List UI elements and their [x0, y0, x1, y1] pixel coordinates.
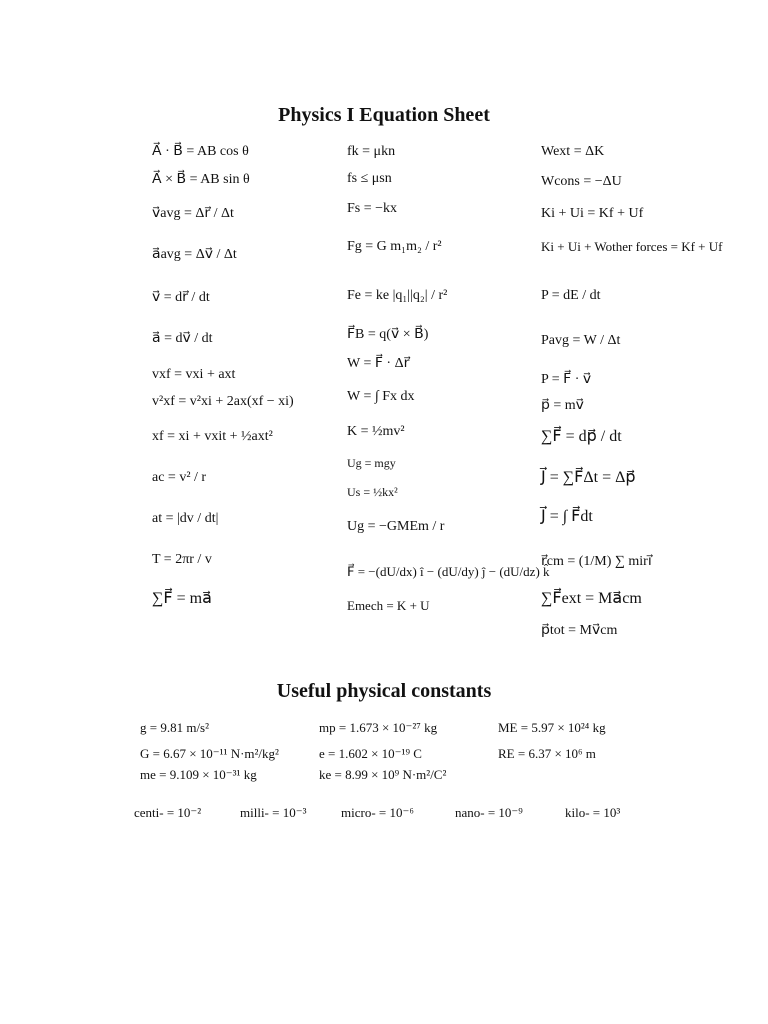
- constant: me = 9.109 × 10⁻³¹ kg: [140, 767, 257, 782]
- equation: T = 2πr / v: [152, 552, 212, 567]
- equation: Fs = −kx: [347, 201, 398, 216]
- equation: v⃗avg = Δr⃗ / Δt: [152, 206, 234, 221]
- equation: ac = v² / r: [152, 470, 207, 485]
- prefix: kilo- = 10³: [565, 805, 621, 820]
- equation: Wcons = −ΔU: [541, 174, 622, 189]
- equation: W = ∫ Fx dx: [347, 389, 415, 404]
- equation: ∑F⃗ext = Ma⃗cm: [541, 590, 642, 607]
- equation: F⃗B = q(v⃗ × B⃗): [347, 327, 429, 342]
- prefix: centi- = 10⁻²: [134, 805, 202, 820]
- constants-title: Useful physical constants: [276, 680, 492, 702]
- equation: K = ½mv²: [347, 424, 405, 439]
- equation: Ki + Ui + Wother forces = Kf + Uf: [541, 239, 723, 254]
- equation: at = |dv / dt|: [152, 511, 219, 526]
- equation: W = F⃗ · Δr⃗: [347, 356, 410, 371]
- constant: g = 9.81 m/s²: [140, 720, 210, 735]
- equation: r⃗cm = (1/M) ∑ miri⃗: [541, 554, 652, 569]
- equation: v²xf = v²xi + 2ax(xf − xi): [152, 394, 294, 409]
- equation: a⃗ = dv⃗ / dt: [152, 331, 213, 346]
- equation: fk = μkn: [347, 144, 396, 159]
- equation: p⃗ = mv⃗: [541, 398, 584, 413]
- equation: Fe = ke |q₁||q₂| / r²: [347, 288, 448, 303]
- equation: xf = xi + vxit + ½axt²: [152, 429, 273, 444]
- equation: J⃗ = ∫ F⃗dt: [541, 508, 593, 525]
- page-title: Physics I Equation Sheet: [278, 104, 490, 126]
- equation: v⃗ = dr⃗ / dt: [152, 290, 210, 305]
- equation: p⃗tot = Mv⃗cm: [541, 623, 618, 638]
- equation: ∑F⃗ = ma⃗: [152, 590, 212, 607]
- equation: A⃗ × B⃗ = AB sin θ: [152, 172, 250, 187]
- constant: ke = 8.99 × 10⁹ N·m²/C²: [319, 767, 447, 782]
- prefix: micro- = 10⁻⁶: [341, 805, 414, 820]
- equation: vxf = vxi + axt: [152, 367, 236, 382]
- equation: P = dE / dt: [541, 288, 601, 303]
- equation: J⃗ = ∑F⃗Δt = Δp⃗: [541, 469, 636, 486]
- equation: Ug = mgy: [347, 456, 396, 470]
- constant: mp = 1.673 × 10⁻²⁷ kg: [319, 720, 438, 735]
- equation: P = F⃗ · v⃗: [541, 372, 592, 387]
- equation: A⃗ · B⃗ = AB cos θ: [152, 144, 249, 159]
- equation: F⃗ = −(dU/dx) î − (dU/dy) ĵ − (dU/dz) k̂: [347, 564, 550, 579]
- equation: Wext = ΔK: [541, 144, 605, 159]
- equation: a⃗avg = Δv⃗ / Δt: [152, 247, 237, 262]
- equation: Pavg = W / Δt: [541, 333, 621, 348]
- prefix: nano- = 10⁻⁹: [455, 805, 523, 820]
- constant: G = 6.67 × 10⁻¹¹ N·m²/kg²: [140, 746, 279, 761]
- equation: ∑F⃗ = dp⃗ / dt: [541, 428, 622, 445]
- equation: Ki + Ui = Kf + Uf: [541, 206, 644, 221]
- constant: ME = 5.97 × 10²⁴ kg: [498, 720, 606, 735]
- equation: fs ≤ μsn: [347, 171, 392, 186]
- equation: Ug = −GMEm / r: [347, 519, 445, 534]
- prefix: milli- = 10⁻³: [240, 805, 307, 820]
- equation: Us = ½kx²: [347, 485, 398, 499]
- constant: e = 1.602 × 10⁻¹⁹ C: [319, 746, 422, 761]
- equation: Fg = G m₁m₂ / r²: [347, 239, 442, 254]
- equation: Emech = K + U: [347, 598, 430, 613]
- constant: RE = 6.37 × 10⁶ m: [498, 746, 596, 761]
